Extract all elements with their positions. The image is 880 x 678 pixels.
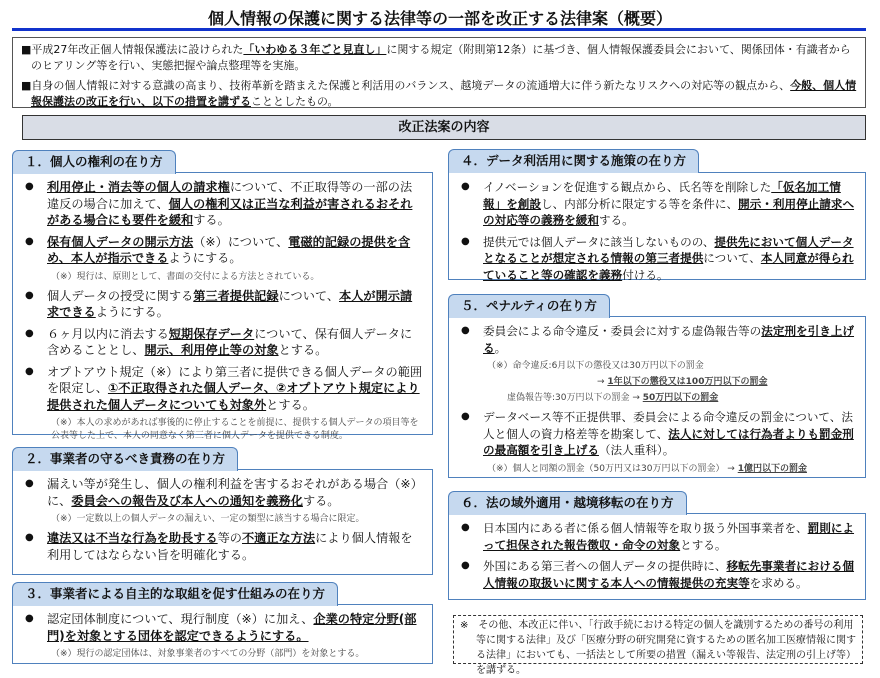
bullet-item bbox=[23, 179, 424, 229]
section-title: ４．データ利活用に関する施策の在り方 bbox=[448, 149, 699, 173]
bullet-item bbox=[23, 364, 424, 414]
emphasis-text: 法人に対しては行為者よりも罰金刑の最高額を引き上げる bbox=[483, 426, 854, 457]
bullet-item bbox=[23, 530, 424, 563]
text-run: 外国にある第三者への個人データの提供時に、 bbox=[483, 559, 727, 573]
footnote-text bbox=[487, 360, 857, 373]
text-run: （※）命令違反:6月以下の懲役又は30万円以下の罰金 bbox=[487, 361, 704, 371]
text-run: について、保有個人データに含めることとし、 bbox=[47, 326, 413, 357]
content-heading: 改正法案の内容 bbox=[22, 115, 866, 140]
bullet-item bbox=[459, 234, 857, 284]
footnote-text bbox=[487, 463, 857, 476]
bullet-item bbox=[23, 476, 424, 509]
bullet-item bbox=[459, 558, 857, 591]
bullet-item bbox=[459, 179, 857, 229]
emphasis-text: 第三者提供記録 bbox=[193, 288, 279, 303]
text-run: とする。 bbox=[680, 537, 727, 552]
section-box bbox=[12, 604, 433, 664]
footnote-text bbox=[51, 417, 424, 443]
text-run: について、不正取得等の一部の法違反の場合に加えて、 bbox=[47, 180, 413, 211]
intro-box bbox=[12, 37, 866, 108]
text-run: （※）について、 bbox=[193, 234, 289, 249]
text-run: （※）本人の求めがあれば事後的に停止することを前提に、提供する個人データの項目等を公表等した上で、本人の同意なく第三者に個人データを提供できる制度。 bbox=[51, 418, 419, 441]
section-box bbox=[448, 513, 866, 600]
text-run: ようにする。 bbox=[95, 305, 169, 319]
text-run: 。 bbox=[494, 340, 507, 355]
text-run: 虚偽報告等:30万円以下の罰金 → bbox=[507, 393, 643, 403]
section-box bbox=[12, 172, 433, 441]
emphasis-text: 罰則によって担保された報告徴収・命令の対象 bbox=[483, 521, 855, 552]
bullet-item bbox=[459, 409, 857, 459]
emphasis-text: 企業の特定分野(部門)を対象とする団体を認定できるようにする。 bbox=[47, 612, 417, 643]
text-run: → bbox=[597, 377, 608, 387]
emphasis-text: 提供先において個人データとなることが想定される情報の第三者提供 bbox=[483, 234, 854, 265]
text-run: とする。 bbox=[278, 343, 328, 357]
title-rule bbox=[12, 28, 866, 31]
text-run: する。 bbox=[193, 213, 230, 227]
footnote-text bbox=[487, 392, 857, 405]
text-run: （法人重科）。 bbox=[598, 443, 675, 457]
emphasis-text: 違法又は不当な行為を助長する bbox=[47, 531, 218, 545]
text-run: を求める。 bbox=[749, 575, 808, 590]
section-title: ６．法の域外適用・越境移転の在り方 bbox=[448, 491, 687, 515]
emphasis-text: 開示、利用停止等の対象 bbox=[144, 343, 279, 357]
section-title: ５．ペナルティの在り方 bbox=[448, 294, 610, 318]
bullet-item bbox=[23, 611, 424, 644]
emphasis-text: 1年以下の懲役又は100万円以下の罰金 bbox=[607, 377, 768, 387]
text-run: （※）個人と同額の罰金（50万円又は30万円以下の罰金） → bbox=[487, 463, 738, 474]
text-run: 提供元では個人データに該当しないものの、 bbox=[483, 234, 715, 249]
text-run: （※）現行の認定団体は、対象事業者のすべての分野（部門）を対象とする。 bbox=[51, 649, 365, 659]
text-run: ようにする。 bbox=[168, 251, 242, 265]
text-run: 日本国内にある者に係る個人情報等を取り扱う外国事業者を、 bbox=[483, 521, 808, 535]
text-run: （※）現行は、原則として、書面の交付による方法とされている。 bbox=[51, 271, 320, 282]
bullet-item bbox=[459, 520, 857, 553]
emphasis-text: 本人が開示請求できる bbox=[47, 288, 413, 319]
emphasis-text: 利用停止・消去等の個人の請求権 bbox=[47, 180, 230, 194]
emphasis-text: 移転先事業者における個人情報の取扱いに関する本人への情報提供の充実等 bbox=[483, 559, 855, 590]
text-run: 認定団体制度について、現行制度（※）に加え、 bbox=[47, 612, 314, 626]
bullet-item bbox=[23, 234, 424, 267]
text-run: し、内部分析に限定する等を条件に、 bbox=[540, 196, 739, 211]
intro-paragraph bbox=[21, 42, 857, 74]
emphasis-text: 本人同意が得られていること等の確認を義務 bbox=[483, 251, 854, 282]
text-run: について、 bbox=[278, 288, 340, 303]
text-run: 付ける。 bbox=[622, 267, 669, 282]
text-run: する。 bbox=[302, 493, 340, 508]
section-box bbox=[448, 172, 866, 280]
text-run: ６ヶ月以内に消去する bbox=[47, 326, 169, 341]
section-title: ２．事業者の守るべき責務の在り方 bbox=[12, 447, 238, 471]
emphasis-text: 今般、個人情報保護法の改正を行い、以下の措置を講ずる bbox=[31, 79, 857, 108]
section-title: ３．事業者による自主的な取組を促す仕組みの在り方 bbox=[12, 582, 338, 606]
text-run: に関する規定（附則第12条）に基づき、個人情報保護委員会において、関係団体・有識者からのヒアリング等を行い、実態把握や論点整理等を実施。 bbox=[31, 43, 851, 72]
emphasis-text: 法定刑を引き上げる bbox=[483, 324, 855, 355]
text-run: する。 bbox=[598, 213, 634, 227]
emphasis-text: 50万円以下の罰金 bbox=[642, 393, 719, 403]
page-title: 個人情報の保護に関する法律等の一部を改正する法律案（概要） bbox=[207, 9, 672, 28]
emphasis-text: 保有個人データの開示方法 bbox=[47, 234, 194, 249]
footnote-text bbox=[51, 648, 424, 661]
section-box bbox=[12, 469, 433, 575]
emphasis-text: 開示・利用停止請求への対応等の義務を緩和 bbox=[483, 196, 855, 227]
text-run: について、 bbox=[703, 251, 761, 265]
emphasis-text: 1億円以下の罰金 bbox=[737, 463, 807, 474]
section-title: １．個人の権利の在り方 bbox=[12, 150, 176, 174]
text-run: 委員会による命令違反・委員会に対する虚偽報告等の bbox=[483, 324, 762, 338]
text-run: 漏えい等が発生し、個人の権利利益を害するおそれがある場合（※）に、 bbox=[47, 477, 423, 508]
intro-paragraph bbox=[21, 78, 857, 110]
emphasis-text: 電磁的記録の提供を含め、本人が指示できる bbox=[47, 234, 411, 265]
emphasis-text: ①不正取得された個人データ、②オプトアウト規定により提供された個人データについても対象外 bbox=[47, 381, 420, 412]
text-run: ■平成27年改正個人情報保護法に設けられた bbox=[21, 43, 244, 56]
text-run: （※）一定数以上の個人データの漏えい、一定の類型に該当する場合に限定。 bbox=[51, 514, 365, 524]
bullet-item bbox=[23, 288, 424, 321]
emphasis-text: 短期保存データ bbox=[168, 326, 255, 341]
bullet-item bbox=[459, 323, 857, 356]
text-run: こととしたもの。 bbox=[251, 95, 339, 108]
text-run: イノベーションを促進する観点から、氏名等を削除した bbox=[483, 180, 772, 194]
text-run: オプトアウト規定（※）により第三者に提供できる個人データの範囲を限定し、 bbox=[47, 364, 423, 395]
emphasis-text: 委員会への報告及び本人への通知を義務化 bbox=[71, 493, 303, 508]
footnote-text bbox=[51, 271, 424, 284]
footnote-text bbox=[51, 513, 424, 526]
text-run: データベース等不正提供罪、委員会による命令違反の罰金について、法人と個人の資力格差等を勘案して、 bbox=[483, 410, 853, 441]
text-run: 個人データの授受に関する bbox=[47, 288, 194, 303]
emphasis-text: 「いわゆる３年ごと見直し」 bbox=[243, 43, 387, 56]
text-run: により個人情報を利用してはならない旨を明確化する。 bbox=[47, 531, 413, 562]
emphasis-text: 「仮名加工情報」を創設 bbox=[483, 180, 841, 211]
text-run: とする。 bbox=[266, 397, 315, 412]
text-run: 等の bbox=[217, 531, 242, 545]
text-run: ■自身の個人情報に対する意識の高まり、技術革新を踏まえた保護と利活用のバランス、越境データの流通増大に伴う新たなリスクへの対応等の観点から、 bbox=[21, 79, 791, 92]
footnote-text bbox=[487, 376, 857, 389]
footnote-box: ※ その他、本改正に伴い、「行政手続における特定の個人を識別するための番号の利用等に関する法律」及び「医療分野の研究開発に資するための匿名加工医療情報に関する法律」においても、一括法として所要の措置（漏えい等報告、法定刑の引上げ等）を講ずる。 bbox=[453, 615, 863, 664]
emphasis-text: 不適正な方法 bbox=[242, 531, 316, 545]
bullet-item bbox=[23, 326, 424, 359]
emphasis-text: 個人の権利又は正当な利益が害されるおそれがある場合にも要件を緩和 bbox=[47, 196, 413, 227]
section-box bbox=[448, 316, 866, 478]
